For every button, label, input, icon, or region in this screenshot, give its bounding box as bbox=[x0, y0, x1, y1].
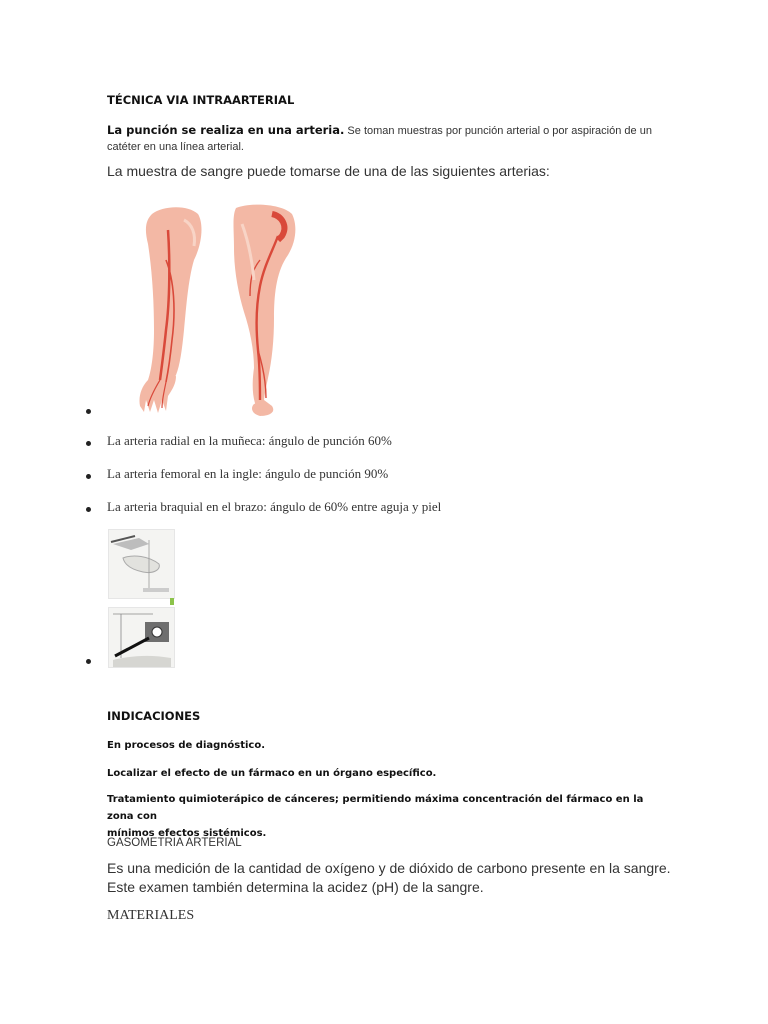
arm-figure bbox=[139, 207, 201, 413]
sample-text: La muestra de sangre puede tomarse de una de las siguientes arterias: bbox=[107, 163, 550, 179]
gasometria-description bbox=[107, 859, 707, 897]
gasometria-line: Es una medición de la cantidad de oxígeno y de dióxido de carbono presente en la sangre. bbox=[107, 860, 671, 876]
empty-bullet bbox=[86, 659, 91, 664]
page-heading: TÉCNICA VIA INTRAARTERIAL bbox=[107, 93, 295, 107]
intro-rest-1: Se toman muestras por punción arterial o por aspiración de un bbox=[344, 125, 652, 137]
indicacion-line: mínimos efectos sistémicos. bbox=[107, 828, 267, 839]
artery-item-radial: La arteria radial en la muñeca: ángulo de punción 60% bbox=[107, 433, 392, 448]
intro-rest-2: catéter en una línea arterial. bbox=[107, 141, 244, 153]
gasometria-title: GASOMETRIA ARTERIAL bbox=[107, 837, 242, 849]
leg-figure bbox=[234, 205, 296, 416]
indicacion-item: Localizar el efecto de un fármaco en un órgano específico. bbox=[107, 768, 437, 779]
puncture-technique-image-1 bbox=[108, 529, 175, 599]
bullet-dot bbox=[86, 441, 91, 446]
artery-item-braquial: La arteria braquial en el brazo: ángulo de 60% entre aguja y piel bbox=[107, 499, 442, 514]
arm-leg-arteries-illustration bbox=[132, 200, 322, 420]
empty-bullet bbox=[86, 409, 91, 414]
puncture-technique-image-2 bbox=[108, 607, 175, 668]
bullet-dot bbox=[86, 474, 91, 479]
indicacion-item: En procesos de diagnóstico. bbox=[107, 740, 266, 751]
indicacion-line: Tratamiento quimioterápico de cánceres; permitiendo máxima concentración del fármaco en la zona con bbox=[107, 794, 644, 822]
intro-lead: La punción se realiza en una arteria. bbox=[107, 123, 345, 137]
green-marker bbox=[170, 598, 174, 605]
indicaciones-title: INDICACIONES bbox=[107, 709, 201, 723]
bullet-dot bbox=[86, 507, 91, 512]
intro-paragraph bbox=[107, 122, 667, 155]
artery-item-femoral: La arteria femoral en la ingle: ángulo de punción 90% bbox=[107, 466, 389, 481]
gasometria-line: Este examen también determina la acidez (pH) de la sangre. bbox=[107, 879, 484, 895]
materiales-title: MATERIALES bbox=[107, 908, 195, 923]
